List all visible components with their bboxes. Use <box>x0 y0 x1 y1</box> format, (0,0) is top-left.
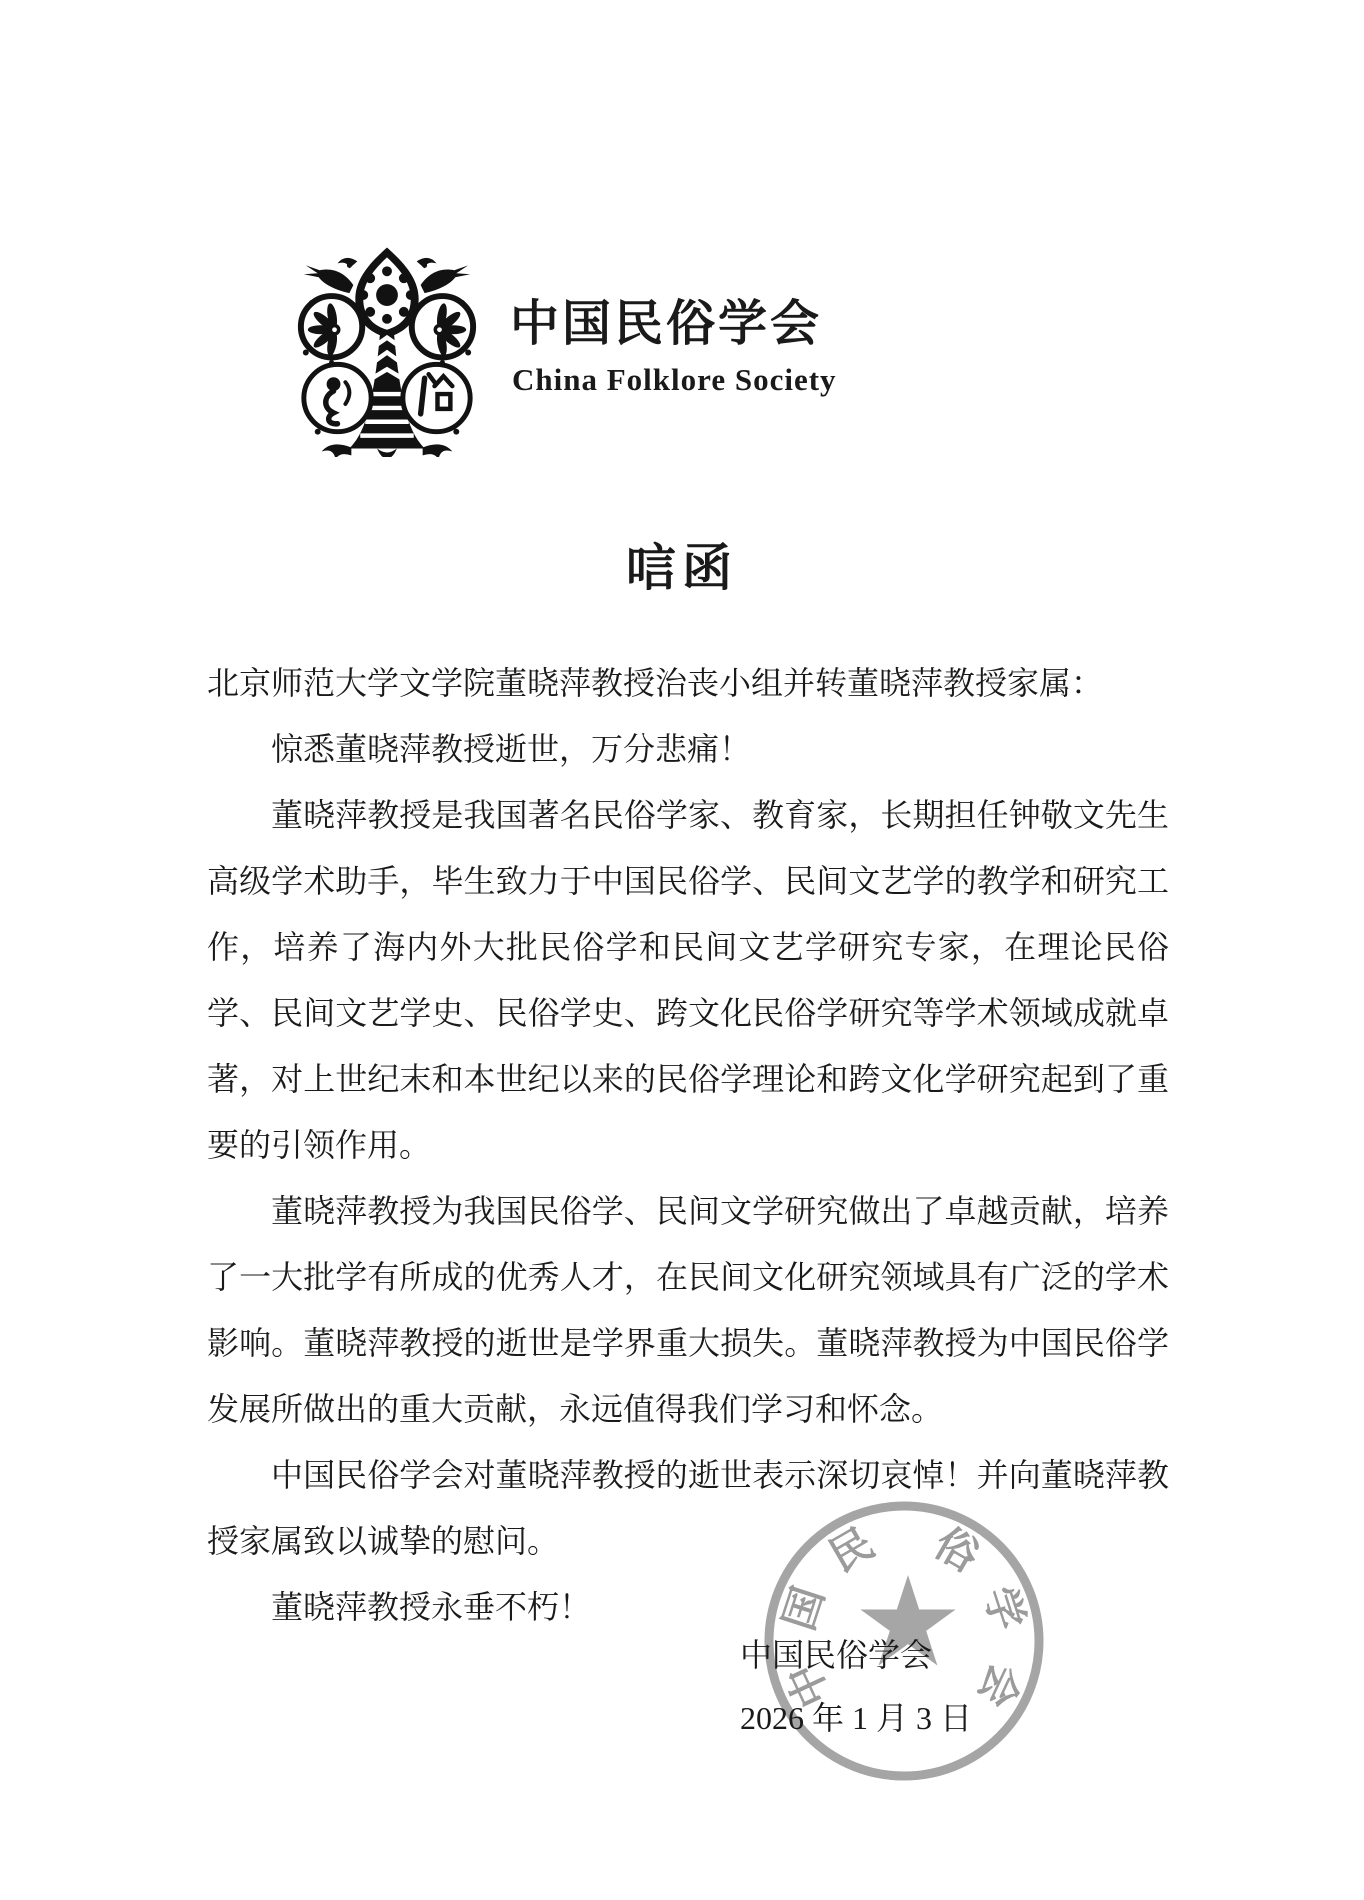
society-tree-emblem-icon <box>288 243 486 457</box>
document-title: 唁函 <box>626 540 738 596</box>
signature-date: 2026 年 1 月 3 日 <box>740 1700 973 1736</box>
seal-char: 俗 <box>926 1520 986 1582</box>
seal-char: 会 <box>968 1656 1028 1714</box>
paragraph: 董晓萍教授永垂不朽！ <box>271 1589 592 1625</box>
signature-organization: 中国民俗学会 <box>740 1637 933 1673</box>
seal-char: 中 <box>780 1656 840 1714</box>
org-name-chinese: 中国民俗学会 <box>510 296 823 351</box>
paragraph: 惊悉董晓萍教授逝世，万分悲痛！ <box>271 731 752 767</box>
salutation-line: 北京师范大学文学院董晓萍教授治丧小组并转董晓萍教授家属： <box>207 665 1104 701</box>
paragraph: 中国民俗学会对董晓萍教授的逝世表示深切哀悼！并向董晓萍教授家属致以诚挚的慰问。 <box>207 1457 1169 1559</box>
seal-char: 学 <box>974 1581 1032 1636</box>
paragraph: 董晓萍教授是我国著名民俗学家、教育家，长期担任钟敬文先生高级学术助手，毕生致力于中国民俗学、民间文艺学的教学和研究工作，培养了海内外大批民俗学和民间文艺学研究专家，在理论民俗学、民间文艺学史、民俗学史、跨文化民俗学研究等学术领域成就卓著，对上世纪末和本世纪以来的民俗学理论和跨文化学研究起到了重要的引领作用。 <box>207 797 1169 1163</box>
letter-body <box>207 650 1169 1640</box>
org-name-english: China Folklore Society <box>512 362 837 397</box>
paragraph: 董晓萍教授为我国民俗学、民间文学研究做出了卓越贡献，培养了一大批学有所成的优秀人才，在民间文化研究领域具有广泛的学术影响。董晓萍教授的逝世是学界重大损失。董晓萍教授为中国民俗学发展所做出的重大贡献，永远值得我们学习和怀念。 <box>207 1193 1169 1427</box>
seal-char: 民 <box>822 1520 882 1582</box>
seal-char: 国 <box>776 1581 834 1636</box>
